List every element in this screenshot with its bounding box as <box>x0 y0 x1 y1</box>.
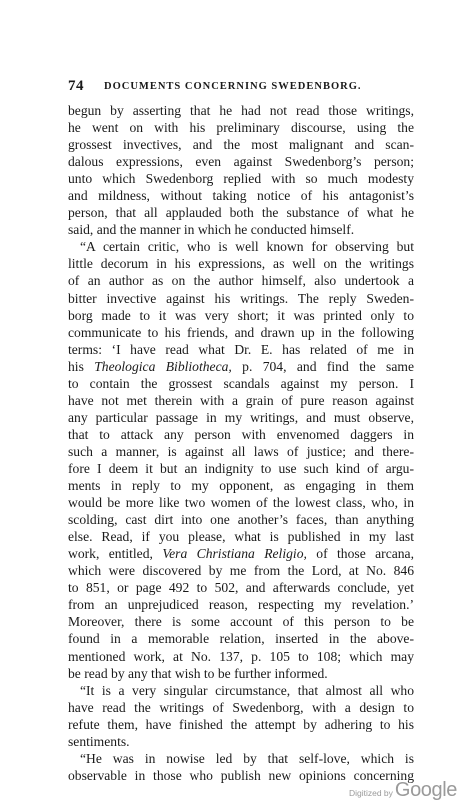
text-line <box>68 290 414 307</box>
text-line <box>68 733 414 750</box>
line-text: fore I deem it but an indignity to use such kind of argu- <box>68 460 414 476</box>
text-line <box>68 375 414 392</box>
text-line <box>68 716 414 733</box>
text-line <box>68 221 414 238</box>
line-text: “He was in nowise led by that self-love, which is <box>80 750 414 766</box>
google-watermark <box>349 779 457 802</box>
google-logo: Google <box>394 779 457 801</box>
line-text: observable in those who publish new opinions concerning <box>68 767 414 783</box>
line-text: little decorum in his expressions, as well on the writings <box>68 256 414 272</box>
text-line <box>68 392 414 409</box>
line-text: Moreover, there is some account of this person to be <box>68 614 414 630</box>
text-line <box>68 511 414 528</box>
text-line <box>68 528 414 545</box>
body-text <box>68 102 414 784</box>
line-text: sentiments. <box>68 733 130 749</box>
line-text: have not met therein with a grain of pure reason against <box>68 392 414 408</box>
text-line <box>68 613 414 630</box>
text-line <box>68 204 414 221</box>
line-text: such a manner, is against all laws of justice; and there- <box>68 443 414 459</box>
text-line <box>68 460 414 477</box>
line-text: communicate to his friends, and drawn up in the following <box>68 324 414 340</box>
line-text: found in a memorable relation, inserted in the above- <box>68 631 414 647</box>
line-text: would be more like two women of the lowest class, who, in <box>68 495 414 511</box>
line-text: scolding, cast dirt into one another’s faces, than anything <box>68 512 414 528</box>
text-line <box>68 477 414 494</box>
line-text: bitter invective against his writings. The reply Sweden- <box>68 290 414 306</box>
line-text: he went on with his preliminary discourse, using the <box>68 120 414 136</box>
line-text: person, that all applauded both the substance of what he <box>68 205 414 221</box>
line-text: refute them, have finished the attempt by adhering to his <box>68 716 414 732</box>
text-line <box>68 272 414 289</box>
italic-title: Theologica Bibliotheca, <box>94 358 232 374</box>
text-line <box>68 494 414 511</box>
line-text: have read the writings of Swedenborg, with a design to <box>68 699 414 715</box>
text-line <box>68 119 414 136</box>
text-line <box>68 699 414 716</box>
text-line <box>68 596 414 613</box>
line-text: of an author as on the author himself, also undertook a <box>68 273 414 289</box>
text-line <box>68 153 414 170</box>
line-text: mentioned work, at No. 137, p. 105 to 108; which may <box>68 648 414 664</box>
line-text: which were discovered by me from the Lord, at No. 846 <box>68 563 414 579</box>
line-text: else. Read, if you please, what is published in my last <box>68 529 414 545</box>
text-line <box>68 324 414 341</box>
text-line <box>68 341 414 358</box>
text-line <box>68 187 414 204</box>
page-number: 74 <box>68 78 84 94</box>
line-text: unto which Swedenborg replied with so much modesty <box>68 171 414 187</box>
line-text: “It is a very singular circumstance, that almost all who <box>80 682 414 698</box>
text-line <box>68 358 414 375</box>
line-text: terms: ‘I have read what Dr. E. has related of me in <box>68 341 414 357</box>
line-text: to contain the grossest scandals against my person. I <box>68 375 414 391</box>
line-text: “A certain critic, who is well known for observing but <box>80 239 414 255</box>
running-head: DOCUMENTS CONCERNING SWEDENBORG. <box>104 81 362 92</box>
line-text: said, and the manner in which he conducted himself. <box>68 222 355 238</box>
line-text: work, entitled, <box>68 546 163 562</box>
watermark-prefix: Digitized by <box>348 788 393 798</box>
line-text-continued: p. 704, and find the same <box>231 358 414 374</box>
text-line <box>68 307 414 324</box>
text-line <box>68 426 414 443</box>
text-line <box>68 750 414 767</box>
text-line <box>68 665 414 682</box>
text-line <box>68 255 414 272</box>
text-line <box>68 136 414 153</box>
text-line <box>68 409 414 426</box>
line-text: be read by any that wish to be further informed. <box>68 665 328 681</box>
line-text: and mildness, without taking notice of his antagonist’s <box>68 188 414 204</box>
line-text: borg made to it was very short; it was printed only to <box>68 307 414 323</box>
text-line <box>68 443 414 460</box>
text-line <box>68 170 414 187</box>
line-text: begun by asserting that he had not read those writings, <box>68 103 414 118</box>
text-line <box>68 562 414 579</box>
line-text: to 851, or page 492 to 502, and afterwards conclude, yet <box>68 580 414 596</box>
text-line <box>68 579 414 596</box>
line-text: dalous expressions, even against Swedenborg’s person; <box>68 154 414 170</box>
line-text-continued: of those arcana, <box>306 546 414 562</box>
line-text: ments in reply to my opponent, as engaging in them <box>68 478 414 494</box>
line-text: any particular passage in my writings, and must observe, <box>68 409 414 425</box>
line-text: that to attack any person with envenomed daggers in <box>68 426 414 442</box>
line-text: grossest invectives, and the most malignant and scan- <box>68 137 414 153</box>
text-line <box>68 682 414 699</box>
italic-title: Vera Christiana Religio, <box>162 546 307 562</box>
line-text: his <box>68 358 95 374</box>
text-line <box>68 238 414 255</box>
page-header <box>68 80 414 96</box>
text-line <box>68 630 414 647</box>
line-text: from an unprejudiced reason, respecting my revelation.’ <box>68 597 414 613</box>
text-line <box>68 102 414 119</box>
text-line <box>68 648 414 665</box>
text-line <box>68 545 414 562</box>
